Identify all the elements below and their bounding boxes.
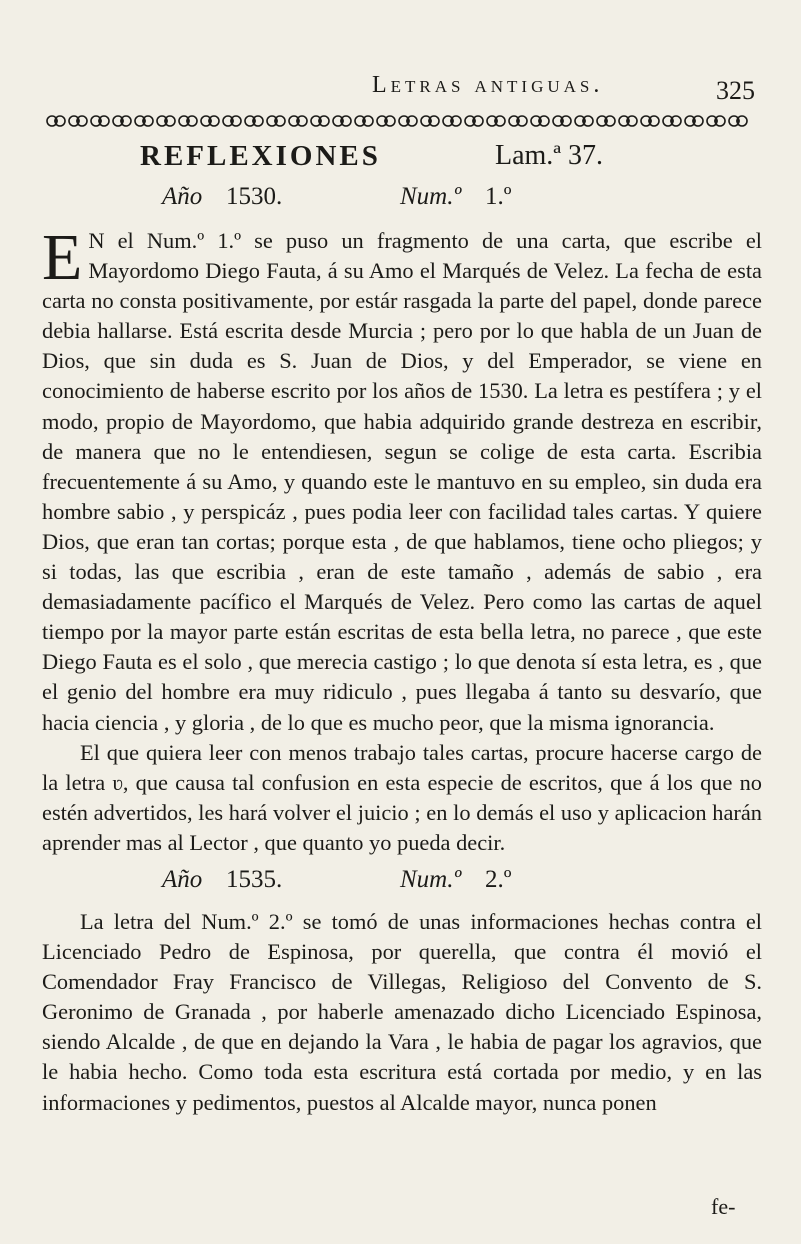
drop-cap: E	[42, 221, 83, 294]
ornament-unit	[201, 116, 219, 126]
entry-1-paragraph	[42, 221, 762, 738]
ornament-unit	[399, 116, 417, 126]
plate-label: Lam.ª 37.	[495, 140, 604, 171]
ornament-unit	[113, 116, 131, 126]
entry-2-year-label: Año	[162, 866, 203, 893]
ornament-unit	[597, 116, 615, 126]
ornament-unit	[47, 116, 65, 126]
ornament-unit	[421, 116, 439, 126]
ornament-unit	[729, 116, 747, 126]
ornament-band-icon	[45, 111, 762, 131]
ornament-unit	[443, 116, 461, 126]
ornament-unit	[685, 116, 703, 126]
ornament-unit	[641, 116, 659, 126]
catchword: fe-	[711, 1194, 736, 1219]
ornament-unit	[69, 116, 87, 126]
ornament-unit	[509, 116, 527, 126]
ornament-unit	[157, 116, 175, 126]
ornament-unit	[531, 116, 549, 126]
entry-1-paragraph-1-text: N el Num.º 1.º se puso un fragmento de una carta, que escribe el Mayordomo Diego Fauta, á su Amo el Marqués de Velez. La fecha de esta carta no consta positivamente, por estár rasgada la parte del papel, donde parece debia hallarse. Está escrita desde Murcia ; pero por lo que habla de un Juan de Dios, que sin duda es S. Juan de Dios, y del Emperador, se viene en conocimiento de haberse escrito por los años de 1530. La letra es pestífera ; y el modo, propio de Mayordomo, que habia adquirido grande destreza en escribir, de manera que no le entendiesen, segun se colige de esta carta. Escribia frecuentemente á su Amo, y quando este le mantuvo en su empleo, sin duda era hombre sabio , y perspicáz , pues podia leer con facilidad tales cartas. Y quiere Dios, que eran tan cortas; porque esta , de que hablamos, tiene ocho pliegos; y si todas, las que escribia , eran de este tamaño , además de sabio , era demasiadamente pacífico el Marqués de Velez. Pero como las cartas de aquel tiempo por la mayor parte están escritas de esta bella letra, no parece , que este Diego Fauta es el solo , que merecia castigo ; lo que denota sí esta letra, es , que el genio del hombre era muy ridiculo , pues llegaba á tanto su desvarío, que hacia ciencia , y gloria , de lo que es mucho peor, que la misma ignorancia.	[42, 228, 762, 735]
ornament-unit	[619, 116, 637, 126]
ornament-unit	[311, 116, 329, 126]
running-head: Letras antiguas.	[372, 72, 604, 98]
ornament-unit	[289, 116, 307, 126]
ornament-unit	[663, 116, 681, 126]
entry-2-paragraph-1: La letra del Num.º 2.º se tomó de unas informaciones hechas contra el Licenciado Pedro de Espinosa, por querella, que contra él movió el Comendador Fray Francisco de Villegas, Religioso del Convento de S. Geronimo de Granada , por haberle amenazado dicho Licenciado Espinosa, siendo Alcalde , de que en dejando la Vara , le habia de pagar los agravios, que le habia hecho. Como toda esta escritura está cortada por medio, y en las informaciones y pedimentos, puestos al Alcalde mayor, nunca ponen	[42, 909, 762, 1115]
entry-1-year: 1530.	[226, 183, 283, 210]
ornament-unit	[707, 116, 725, 126]
ornament-unit	[333, 116, 351, 126]
page-number: 325	[716, 76, 755, 105]
entry-1-year-label: Año	[162, 183, 203, 210]
ornament-unit	[135, 116, 153, 126]
entry-1-num-value: 1.º	[485, 183, 512, 210]
ornament-unit	[355, 116, 373, 126]
entry-2-num-value: 2.º	[485, 866, 512, 893]
entry-2-year: 1535.	[226, 866, 283, 893]
entry-2-body	[42, 907, 762, 1118]
ornament-unit	[267, 116, 285, 126]
ornament-unit	[245, 116, 263, 126]
ornament-unit	[575, 116, 593, 126]
ornament-unit	[377, 116, 395, 126]
ornament-unit	[223, 116, 241, 126]
entry-1-body	[42, 221, 762, 858]
entry-1-num-label: Num.º	[400, 183, 462, 210]
section-title: REFLEXIONES	[140, 140, 381, 172]
ornament-unit	[553, 116, 571, 126]
ornament-unit	[487, 116, 505, 126]
entry-1-paragraph-2: El que quiera leer con menos trabajo tales cartas, procure hacerse cargo de la letra ʋ, que causa tal confusion en esta especie de escritos, que á los que no estén advertidos, les hará volver el juicio ; en lo demás el uso y aplicacion harán aprender mas al Lector , que quanto yo pueda decir.	[42, 739, 762, 855]
entry-2-num-label: Num.º	[400, 866, 462, 893]
ornament-unit	[465, 116, 483, 126]
ornament-unit	[179, 116, 197, 126]
ornament-unit	[91, 116, 109, 126]
